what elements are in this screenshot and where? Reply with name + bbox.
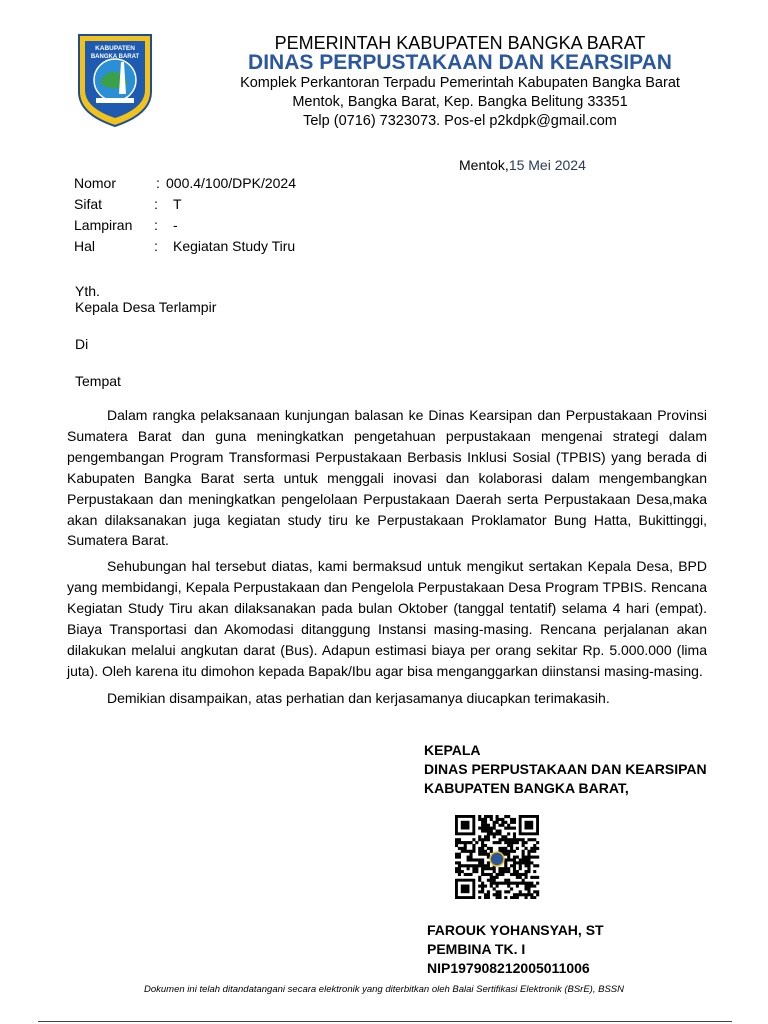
meta-row-lampiran	[74, 217, 474, 237]
meta-value: 000.4/100/DPK/2024	[166, 175, 296, 191]
meta-label: Nomor	[74, 175, 117, 191]
letter-body	[67, 405, 707, 709]
logo-text-top: KABUPATEN	[95, 45, 135, 52]
meta-row-nomor	[74, 175, 474, 195]
footer-divider	[38, 1021, 732, 1022]
regency-logo	[76, 32, 154, 128]
meta-colon: :	[154, 238, 158, 254]
meta-label: Lampiran	[74, 217, 133, 233]
meta-label: Hal	[74, 238, 96, 254]
meta-value: T	[173, 196, 182, 212]
date-value: 15 Mei 2024	[508, 157, 586, 173]
qr-code	[455, 815, 541, 899]
letter-date	[459, 157, 586, 173]
body-paragraph: Dalam rangka pelaksanaan kunjungan balasan ke Dinas Kearsipan dan Perpustakaan Provinsi Sumatera Barat dan guna meningkatkan pengetahuan perpustakaan mengenai strategi dalam pengembangan Program Transformasi Perpustakaan Berbasis Inklusi Sosial (TPBIS) yang berada di Kabupaten Bangka Barat serta untuk menggali inovasi dan kolaborasi dalam mengembangkan Perpustakaan dan meningkatkan pengelolaan Perpustakaan Daerah serta Perpustakaan Desa,maka akan dilaksanakan juga kegiatan study tiru ke Perpustakaan Proklamator Bung Hatta, Bukittinggi, Sumatera Barat.	[67, 407, 707, 549]
letter-meta	[74, 175, 474, 259]
meta-row-hal	[74, 238, 474, 258]
meta-colon: :	[154, 217, 158, 233]
letterhead-government: PEMERINTAH KABUPATEN BANGKA BARAT	[274, 33, 646, 53]
logo-text-mid: BANGKA BARAT	[90, 54, 140, 60]
recipient-name: Kepala Desa Terlampir	[75, 299, 217, 315]
esign-footer-note: Dokumen ini telah ditandatangani secara elektronik yang diterbitkan oleh Balai Sertifikasi Elektronik (BSrE), BSSN	[144, 984, 624, 995]
signatory-rank: PEMBINA TK. I	[427, 941, 526, 957]
recipient-tempat: Tempat	[75, 373, 121, 389]
signatory-name: FAROUK YOHANSYAH, ST	[427, 922, 604, 938]
letterhead-agency: DINAS PERPUSTAKAAN DAN KEARSIPAN	[248, 51, 672, 74]
signatory-nip: NIP197908212005011006	[427, 960, 590, 976]
signature-title-2: DINAS PERPUSTAKAAN DAN KEARSIPAN	[424, 761, 707, 777]
meta-row-sifat	[74, 196, 474, 216]
date-place: Mentok,	[459, 157, 509, 173]
letterhead-contact: Telp (0716) 7323073. Pos-el p2kdpk@gmail.com	[303, 113, 617, 129]
signature-title-1: KEPALA	[424, 742, 481, 758]
letterhead-address-2: Mentok, Bangka Barat, Kep. Bangka Belitung 33351	[292, 94, 628, 110]
body-paragraph: Demikian disampaikan, atas perhatian dan kerjasamanya diucapkan terimakasih.	[107, 689, 610, 706]
meta-value: Kegiatan Study Tiru	[173, 238, 296, 254]
signature-title-3: KABUPATEN BANGKA BARAT,	[424, 780, 629, 796]
meta-label: Sifat	[74, 196, 103, 212]
meta-colon: :	[156, 175, 160, 191]
meta-colon: :	[154, 196, 158, 212]
body-paragraph: Sehubungan hal tersebut diatas, kami bermaksud untuk mengikut sertakan Kepala Desa, BPD yang membidangi, Kepala Perpustakaan dan Pengelola Perpustakaan Desa Program TPBIS. Rencana Kegiatan Study Tiru akan dilaksanakan pada bulan Oktober (tanggal tentatif) selama 4 hari (empat). Biaya Transportasi dan Akomodasi ditanggung Instansi masing-masing. Rencana perjalanan akan dilakukan melalui angkutan darat (Bus). Adapun estimasi biaya per orang sekitar Rp. 5.000.000 (lima juta). Oleh karena itu dimohon kepada Bapak/Ibu agar bisa menganggarkan diinstansi masing-masing.	[67, 558, 707, 679]
recipient-di: Di	[75, 336, 89, 352]
meta-value: -	[173, 217, 178, 233]
recipient-yth: Yth.	[75, 283, 100, 299]
letterhead-address-1: Komplek Perkantoran Terpadu Pemerintah Kabupaten Bangka Barat	[240, 75, 680, 91]
